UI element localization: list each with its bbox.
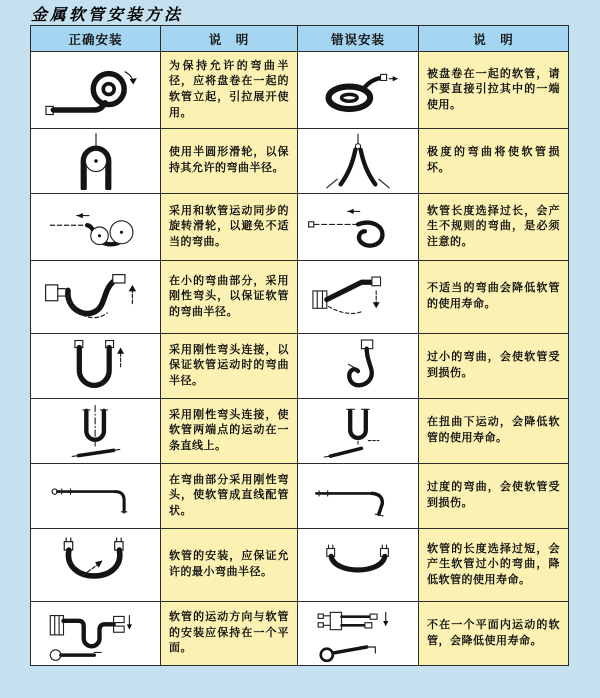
explain-correct: 软管的运动方向与软管的安装应保持在一个平面。 — [161, 602, 298, 666]
rotating-pulley-hose-icon — [40, 198, 152, 256]
overlong-hose-loop-icon — [306, 198, 410, 256]
explain-correct: 软管的安装，应保证允许的最小弯曲半径。 — [161, 529, 298, 602]
excessive-bend-hose-icon — [306, 467, 410, 525]
installation-table — [30, 25, 569, 666]
table-row — [31, 602, 569, 666]
improper-bend-hose-icon — [306, 266, 410, 328]
explain-correct: 使用半圆形滑轮，以保持其允许的弯曲半径。 — [161, 129, 298, 194]
coiled-hose-end-pull-icon — [306, 60, 410, 120]
header-wrong-install: 错误安装 — [298, 26, 419, 52]
table-row — [31, 529, 569, 602]
header-explain-2: 说 明 — [419, 26, 569, 52]
explain-correct: 为保持允许的弯曲半径，应将盘卷在一起的软管立起，引拉展开使用。 — [161, 52, 298, 129]
header-explain-1: 说 明 — [161, 26, 298, 52]
header-row — [31, 26, 569, 52]
rigid-elbow-connection-icon — [40, 337, 152, 395]
page-title: 金属软管安装方法 — [31, 7, 184, 24]
twisted-motion-hose-icon — [306, 402, 410, 460]
explain-wrong: 极度的弯曲将使软管损坏。 — [419, 129, 569, 194]
explain-correct: 采用刚性弯头连接，使软管两端点的运动在一条直线上。 — [161, 399, 298, 464]
explain-correct: 在弯曲部分采用刚性弯头，使软管成直线配管状。 — [161, 464, 298, 529]
semicircular-pulley-hose-icon — [40, 132, 152, 190]
explain-correct: 采用刚性弯头连接，以保证软管运动时的弯曲半径。 — [161, 334, 298, 399]
coiled-hose-upright-unroll-icon — [40, 60, 152, 120]
explain-wrong: 过度的弯曲，会使软管受到损伤。 — [419, 464, 569, 529]
table-row — [31, 399, 569, 464]
straight-piping-elbow-icon — [40, 467, 152, 525]
table-row — [31, 261, 569, 334]
rigid-elbow-small-bend-icon — [40, 266, 152, 328]
table-row — [31, 464, 569, 529]
explain-correct: 采用和软管运动同步的旋转滑轮，以避免不适当的弯曲。 — [161, 194, 298, 261]
table-row — [31, 194, 569, 261]
explain-wrong: 在扭曲下运动，会降低软管的使用寿命。 — [419, 399, 569, 464]
min-bend-radius-hose-icon — [40, 534, 152, 596]
same-plane-motion-hose-icon — [40, 605, 152, 663]
inline-motion-hose-icon — [40, 402, 152, 460]
table-row — [31, 129, 569, 194]
explain-wrong: 软管的长度选择过短，会产生软管过小的弯曲，降低软管的使用寿命。 — [419, 529, 569, 602]
extreme-bend-hose-icon — [306, 132, 410, 190]
explain-wrong: 不适当的弯曲会降低软管的使用寿命。 — [419, 261, 569, 334]
explain-wrong: 软管长度选择过长，会产生不规则的弯曲，是必须注意的。 — [419, 194, 569, 261]
explain-wrong: 不在一个平面内运动的软管，会降低使用寿命。 — [419, 602, 569, 666]
too-small-bend-hose-icon — [306, 337, 410, 395]
out-of-plane-hose-icon — [306, 605, 410, 663]
header-correct-install: 正确安装 — [31, 26, 161, 52]
explain-wrong: 过小的弯曲，会使软管受到损伤。 — [419, 334, 569, 399]
table-row — [31, 52, 569, 129]
too-short-hose-icon — [306, 534, 410, 596]
table-row — [31, 334, 569, 399]
explain-wrong: 被盘卷在一起的软管，请不要直接引拉其中的一端使用。 — [419, 52, 569, 129]
explain-correct: 在小的弯曲部分，采用刚性弯头，以保证软管的弯曲半径。 — [161, 261, 298, 334]
